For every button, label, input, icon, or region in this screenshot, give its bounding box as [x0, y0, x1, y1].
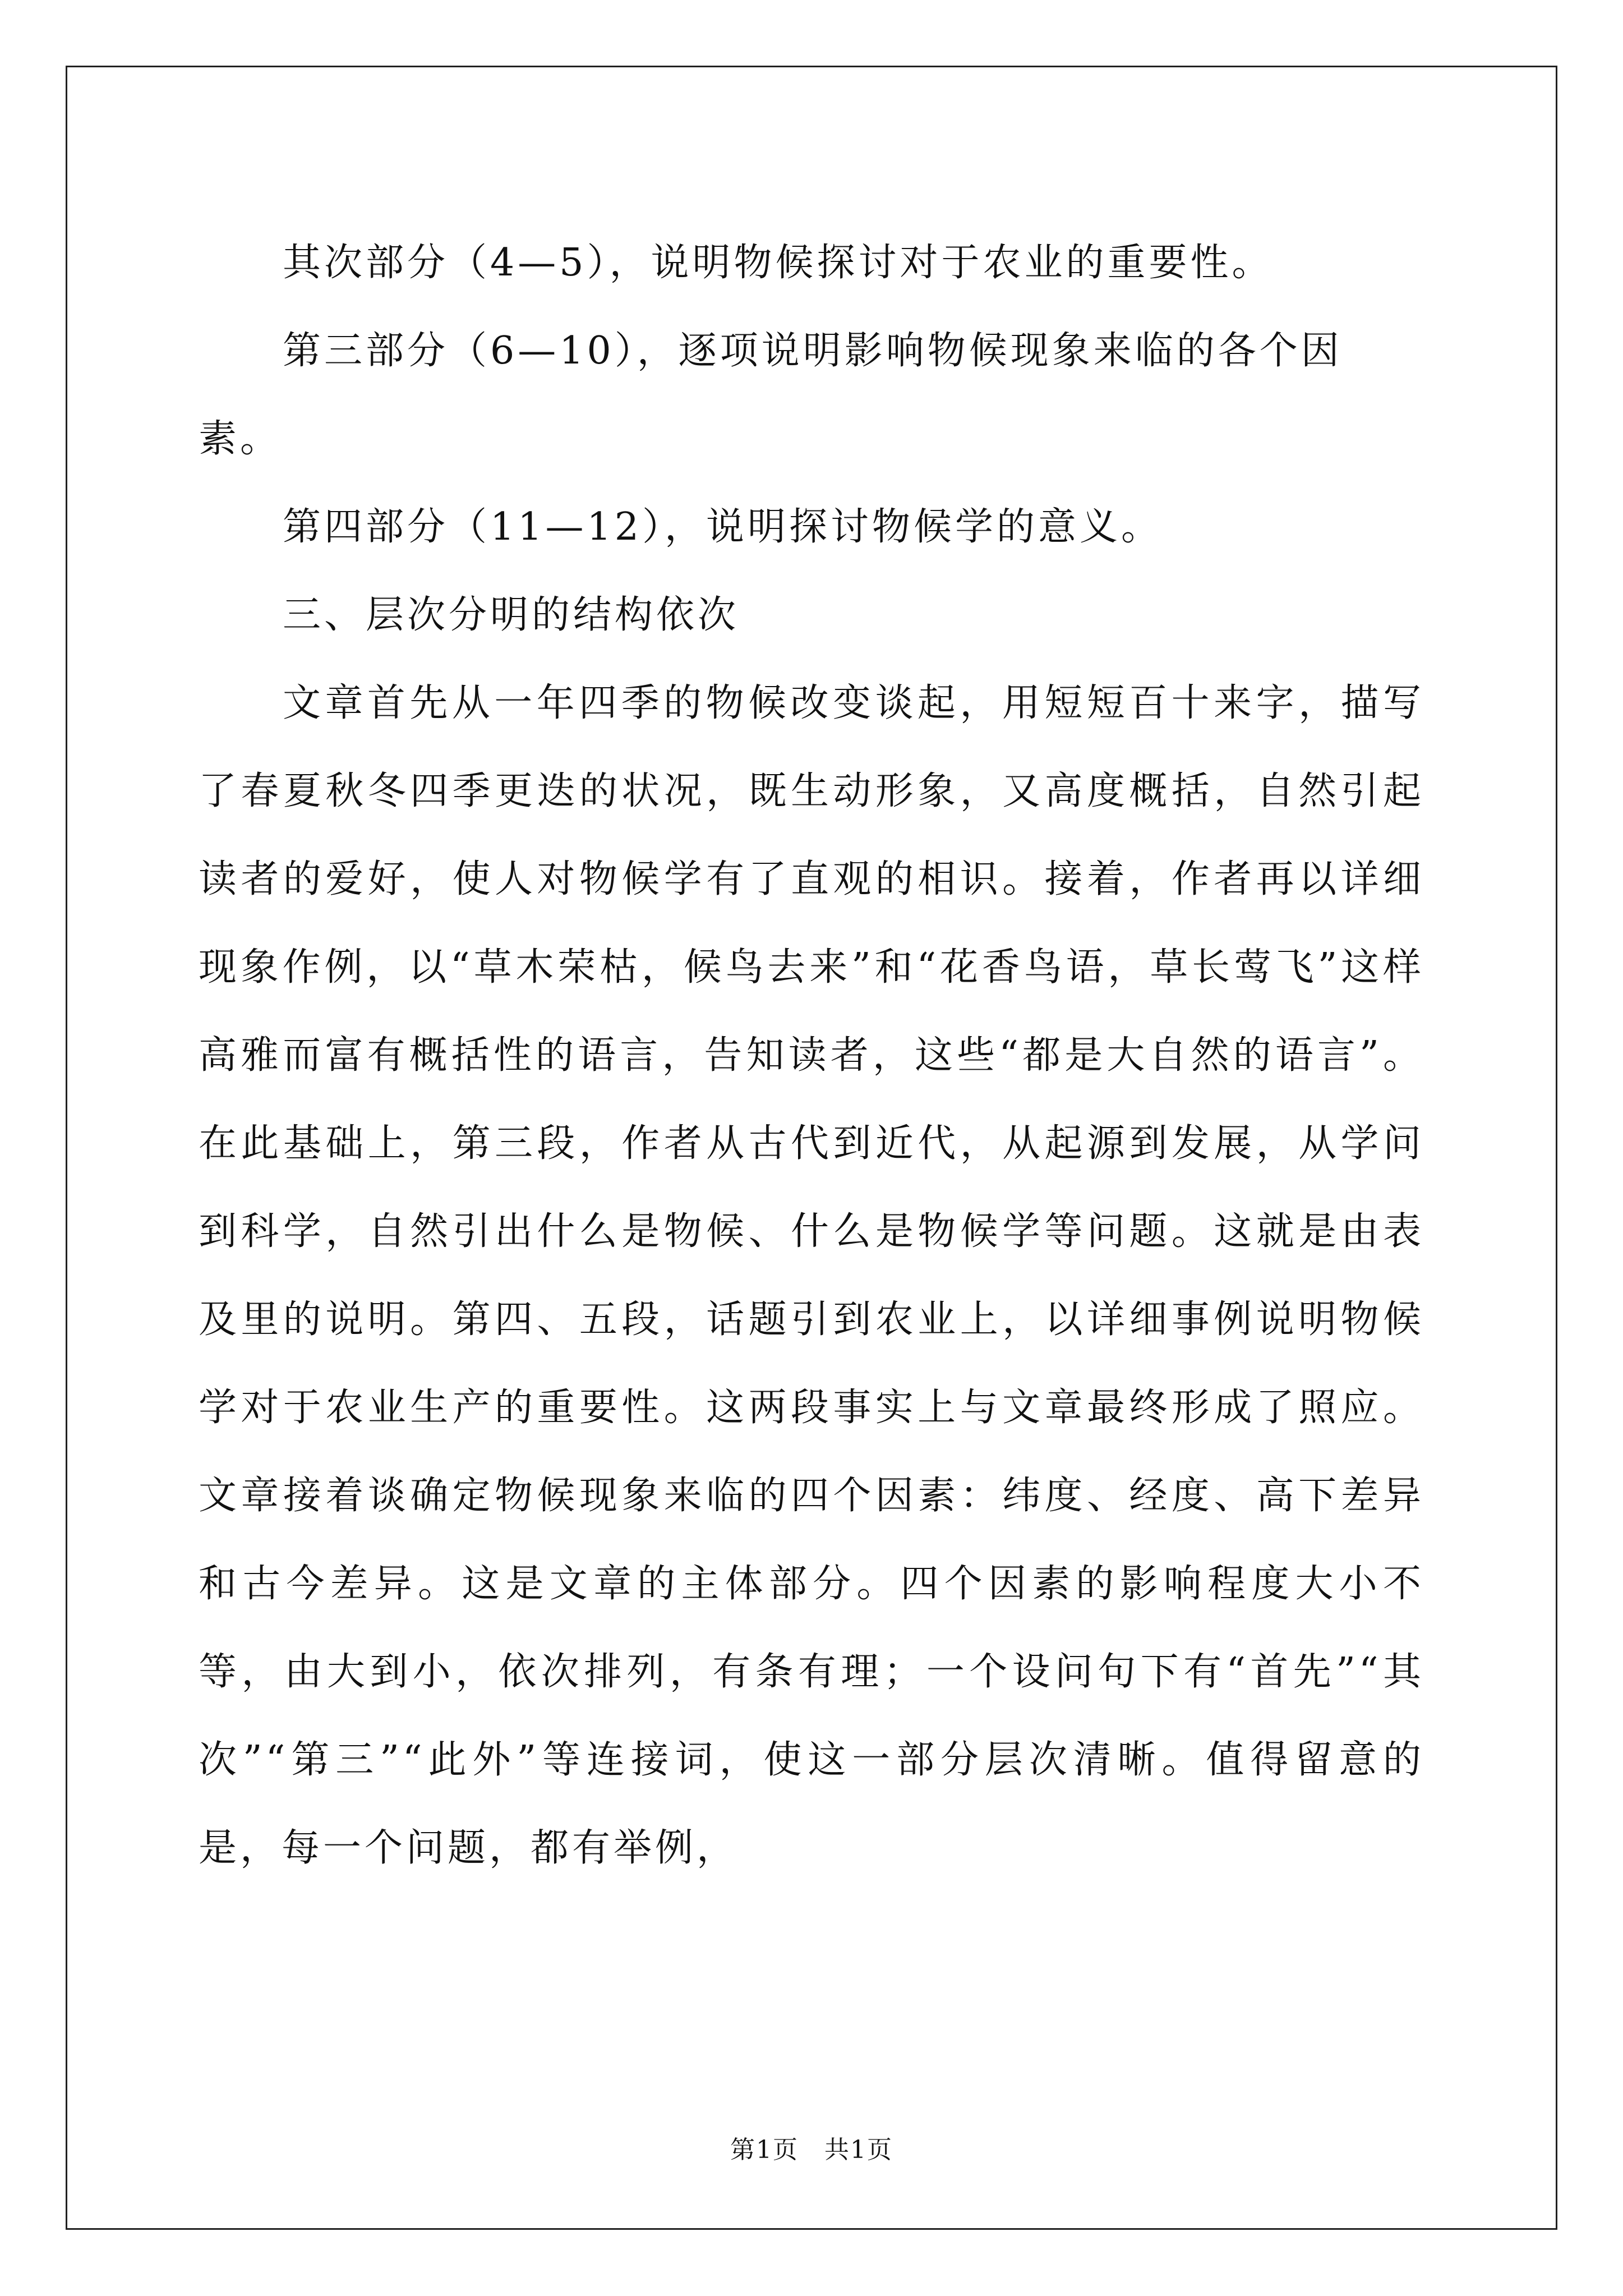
outline-item-part-two: 其次部分（4—5），说明物候探讨对于农业的重要性。	[283, 241, 1274, 285]
document-body	[199, 219, 1424, 1892]
body-paragraph: 文章首先从一年四季的物候改变谈起，用短短百十来字，描写了春夏秋冬四季更迭的状况，既生动形象，又高度概括，自然引起读者的爱好，使人对物候学有了直观的相识。接着，作者再以详细现象作例，以“草木荣枯，候鸟去来”和“花香鸟语，草长莺飞”这样高雅而富有概括性的语言，告知读者，这些“都是大自然的语言”。在此基础上，第三段，作者从古代到近代，从起源到发展，从学问到科学，自然引出什么是物候、什么是物候学等问题。这就是由表及里的说明。第四、五段，话题引到农业上，以详细事例说明物候学对于农业生产的重要性。这两段事实上与文章最终形成了照应。文章接着谈确定物候现象来临的四个因素：纬度、经度、高下差异和古今差异。这是文章的主体部分。四个因素的影响程度大小不等，由大到小，依次排列，有条有理；一个设问句下有“首先”“其次”“第三”“此外”等连接词，使这一部分层次清晰。值得留意的是，每一个问题，都有举例，	[199, 681, 1424, 1870]
outline-item-part-four: 第四部分（11—12），说明探讨物候学的意义。	[283, 505, 1163, 549]
outline-item-part-three: 第三部分（6—10），逐项说明影响物候现象来临的各个因素。	[199, 329, 1343, 461]
section-heading: 三、层次分明的结构依次	[283, 593, 740, 637]
page-number: 第1页 共1页	[730, 2136, 893, 2164]
